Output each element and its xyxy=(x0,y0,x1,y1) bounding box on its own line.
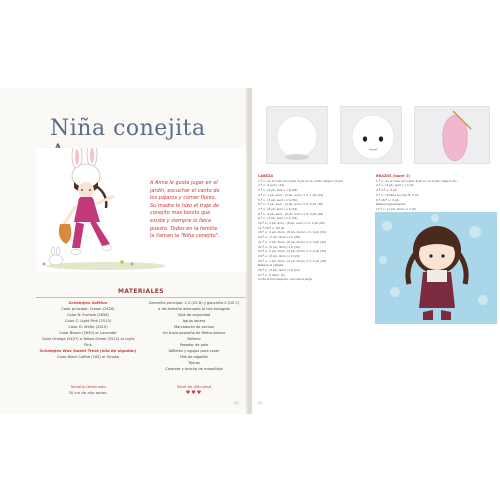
photo-finished-doll xyxy=(375,212,497,324)
pattern-line: 8.ª v.: 3 pb, aum., (6 pb, aum.) x 5, 3 pb (48) xyxy=(258,211,324,216)
size-label: Tamaño terminado xyxy=(70,384,106,389)
difficulty-level xyxy=(142,384,246,396)
pattern-line: 1.ª v.: en el color principal, 6 pb en un anillo mágico (6) xyxy=(376,178,457,183)
pattern-line: 23.ª v.: 2 pb, dism., (4 pb, dism.) x 5, 2 pb (30) xyxy=(258,249,327,254)
pattern-line: 5.ª v.: (3 pb, aum.) x 6 (30) xyxy=(258,197,298,202)
book-spread xyxy=(0,88,500,414)
pattern-line: 10.ª v.: 4 pb, aum., (8 pb, aum.) x 5, 4 pb (60) xyxy=(258,221,325,226)
yarn-line: Color Brown (2630) or Lavender xyxy=(59,331,117,335)
materials-title: MATERIALES xyxy=(36,288,246,298)
yarn2-line: Color Black Coffee (162) or Smoke xyxy=(57,355,119,359)
page-title: Niña conejita xyxy=(50,116,206,141)
pattern-line: 3.ª-4.ª v.: 9 pb xyxy=(376,188,397,193)
tool-line: Ganchillo principal: 2,5 (US B) y ganchillo 0 (US C) xyxy=(148,301,240,305)
tool-line: o del tamaño adecuado al hilo escogido xyxy=(158,307,230,311)
pattern-line: Corta el hilo dejando una hebra larga. xyxy=(258,277,313,282)
tool-line: Aguja lanera xyxy=(182,319,206,323)
intro-text: A Anna le gusta jugar en el jardín, escuchar el canto de los pájaros y comer flores. Su madre le hizo el traje de conejito mas bonito que existe y siempre lo lleva puesto. Todos en la familia la llaman la "Niña conejito". xyxy=(150,180,220,240)
pattern-line: 19.ª v.: 4 pb, dism., (8 pb, dism.) x 5, 4 pb (54) xyxy=(258,230,327,235)
crochet-pink-piece-photo xyxy=(415,107,490,164)
photo-head-white xyxy=(266,106,328,164)
tool-line: Alfileres y agujas para coser xyxy=(168,349,220,353)
pattern-line: 6.ª-16.ª v.: 9 pb xyxy=(376,197,399,202)
pattern-line: 20.ª v.: (7 pb, dism.) x 6 (48) xyxy=(258,235,300,240)
pattern-line: 21.ª v.: 3 pb, dism., (6 pb, dism.) x 5, 3 pb (42) xyxy=(258,239,327,244)
arms-section-title: BRAZOS (hacer 2) xyxy=(376,174,411,178)
crochet-head-eyes-photo xyxy=(341,107,402,164)
page-number-left: 20 xyxy=(234,401,239,405)
pattern-line: 6.ª v.: 2 pb, aum., (4 pb, aum.) x 5, 2 pb (36) xyxy=(258,202,324,207)
yarn-line: Color C: Light Pink (2513) xyxy=(64,319,112,323)
pattern-line: 22.ª v.: (5 pb, dism.) x 6 (36) xyxy=(258,244,300,249)
pattern-line: 7.ª v.: (5 pb, aum.) x 6 (42) xyxy=(258,206,298,211)
head-instructions xyxy=(258,174,370,282)
yarn-line: Color Orange (2427) o Yellow Green (2512) or Light Pink xyxy=(41,337,135,347)
pattern-line: 24.ª v.: (3 pb, dism.) x 6 (24) xyxy=(258,253,300,258)
pattern-line: 3.ª v.: (1 pb, aum.) x 6 (18) xyxy=(258,188,298,193)
pattern-line: 9.ª v.: (7 pb, aum.) x 6 (54) xyxy=(258,216,298,221)
pattern-line: 17.ª v.: (1 pb, dism.) x 3 (6) xyxy=(376,206,416,211)
level-label: Nivel de dificultad xyxy=(176,384,212,389)
pattern-line: 27.ª v.: 6 dism. (6) xyxy=(258,272,285,277)
tool-line: Relleno xyxy=(187,337,201,341)
crochet-head-photo xyxy=(267,107,328,164)
tool-line: Colorete y brocha de maquillaje xyxy=(165,367,223,371)
yarn-line: Color principal: Cream (2426) xyxy=(61,307,115,311)
materials-yarn-column xyxy=(38,300,138,360)
pattern-line: 11.ª-18.ª v.: 60 pb xyxy=(258,225,285,230)
pattern-line: Rellena ligeramente. xyxy=(376,202,406,207)
pattern-line: 25.ª v.: 1 pb, dism., (2 pb, dism.) x 5, 1 pb (18) xyxy=(258,258,327,263)
pattern-line: 5.ª v.: cambia al color B, 9 pb xyxy=(376,192,419,197)
pattern-line: 26.ª v.: (1 pb, dism.) x 6 (12) xyxy=(258,268,300,273)
pattern-line: 4.ª v.: 1 pb, aum., (2 pb, aum.) x 5, 1 pb (24) xyxy=(258,192,324,197)
heart-icon: ♥♥♥ xyxy=(185,390,203,396)
finished-size xyxy=(38,384,138,396)
materials-tools-column xyxy=(142,300,246,372)
pattern-line: Rellena la cabeza. xyxy=(258,263,285,268)
yarn-line: Color B: Fuchsia (2656) xyxy=(67,313,109,317)
tool-line: Un trozo pequeño de fieltro blanco xyxy=(162,331,226,335)
head-section-title: CABEZA xyxy=(258,174,274,178)
left-page xyxy=(0,88,248,414)
photo-head-eyes xyxy=(340,106,402,164)
pattern-line: 1.ª v.: en el color principal, 6 pb en un anillo mágico (6 pb) xyxy=(258,178,344,183)
page-number-right: 21 xyxy=(258,401,263,405)
size-value: 30 cm de alto aprox. xyxy=(68,390,108,395)
tool-line: Ojos de seguridad xyxy=(177,313,211,317)
tool-line: Marcadores de puntos xyxy=(174,325,214,329)
pattern-line: 2.ª v.: (1 pb, aum.) x 3 (9) xyxy=(376,183,414,188)
yarn2-heading: Scheepjes Woo Sweet Treat (hilo de algodón) xyxy=(39,348,137,353)
yarn-heading: Scheepjes Softfun xyxy=(68,300,108,305)
pattern-line: 2.ª v.: 6 aum. (12) xyxy=(258,183,285,188)
tool-line: Tijeras xyxy=(188,361,200,365)
tool-line: Hilo de algodón xyxy=(179,355,209,359)
yarn-line: Color D: White (2410) xyxy=(68,325,108,329)
tool-line: Pasador de pelo xyxy=(179,343,209,347)
finished-doll-photo xyxy=(375,212,497,324)
photo-pink-piece xyxy=(414,106,490,164)
